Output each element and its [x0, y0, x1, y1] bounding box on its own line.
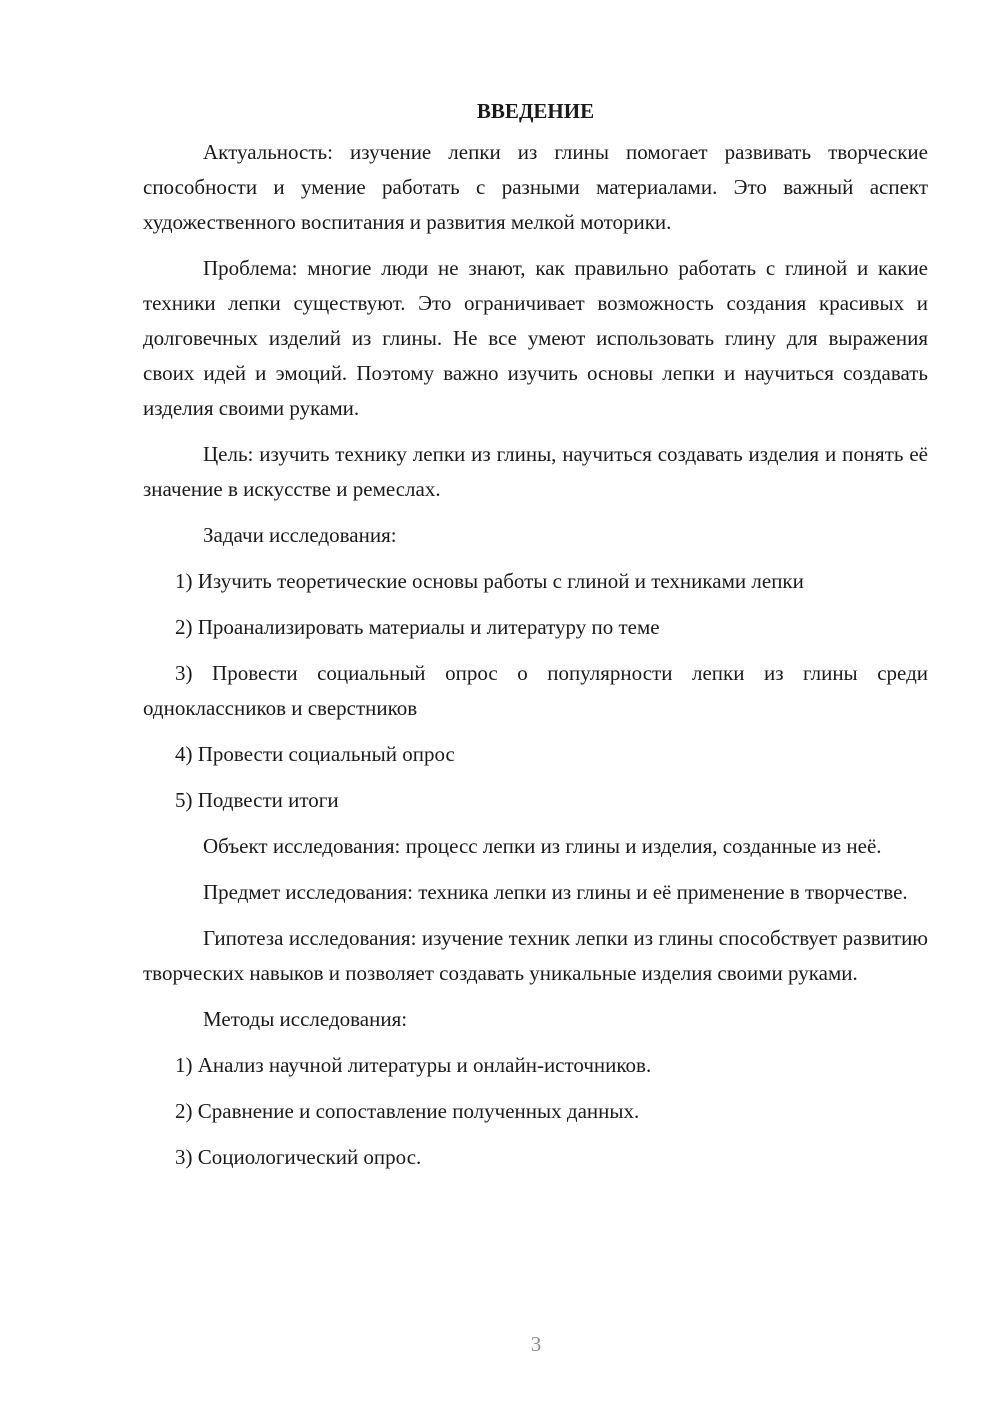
task-item: 4) Провести социальный опрос — [175, 742, 455, 766]
method-item: 2) Сравнение и сопоставление полученных данных. — [175, 1099, 640, 1123]
page-number: 3 — [530, 1332, 542, 1356]
page-title: ВВЕДЕНИЕ — [476, 99, 595, 123]
task-item: 3) Провести социальный опрос о популярности лепки из глины среди одноклассников и сверстников — [143, 661, 928, 720]
object-paragraph: Объект исследования: процесс лепки из глины и изделия, созданные из неё. — [203, 834, 882, 858]
tasks-heading: Задачи исследования: — [203, 523, 397, 547]
subject-paragraph: Предмет исследования: техника лепки из глины и её применение в творчестве. — [203, 880, 908, 904]
relevance-paragraph: Актуальность: изучение лепки из глины помогает развивать творческие способности и умение работать с разными материалами. Это важный аспект художественного воспитания и развития мелкой моторики. — [143, 140, 928, 234]
method-item: 1) Анализ научной литературы и онлайн-источников. — [175, 1053, 652, 1077]
task-item: 5) Подвести итоги — [175, 788, 339, 812]
goal-paragraph: Цель: изучить технику лепки из глины, научиться создавать изделия и понять её значение в искусстве и ремеслах. — [143, 442, 928, 501]
hypothesis-paragraph: Гипотеза исследования: изучение техник лепки из глины способствует развитию творческих навыков и позволяет создавать уникальные изделия своими руками. — [143, 926, 928, 985]
methods-heading: Методы исследования: — [203, 1007, 408, 1031]
task-item: 1) Изучить теоретические основы работы с глиной и техниками лепки — [175, 569, 804, 593]
method-item: 3) Социологический опрос. — [175, 1145, 422, 1169]
problem-paragraph: Проблема: многие люди не знают, как правильно работать с глиной и какие техники лепки существуют. Это ограничивает возможность создания красивых и долговечных изделий из глины. Не все умеют использовать глину для выражения своих идей и эмоций. Поэтому важно изучить основы лепки и научиться создавать изделия своими руками. — [143, 256, 928, 420]
task-item: 2) Проанализировать материалы и литературу по теме — [175, 615, 660, 639]
document-page — [143, 95, 928, 1186]
